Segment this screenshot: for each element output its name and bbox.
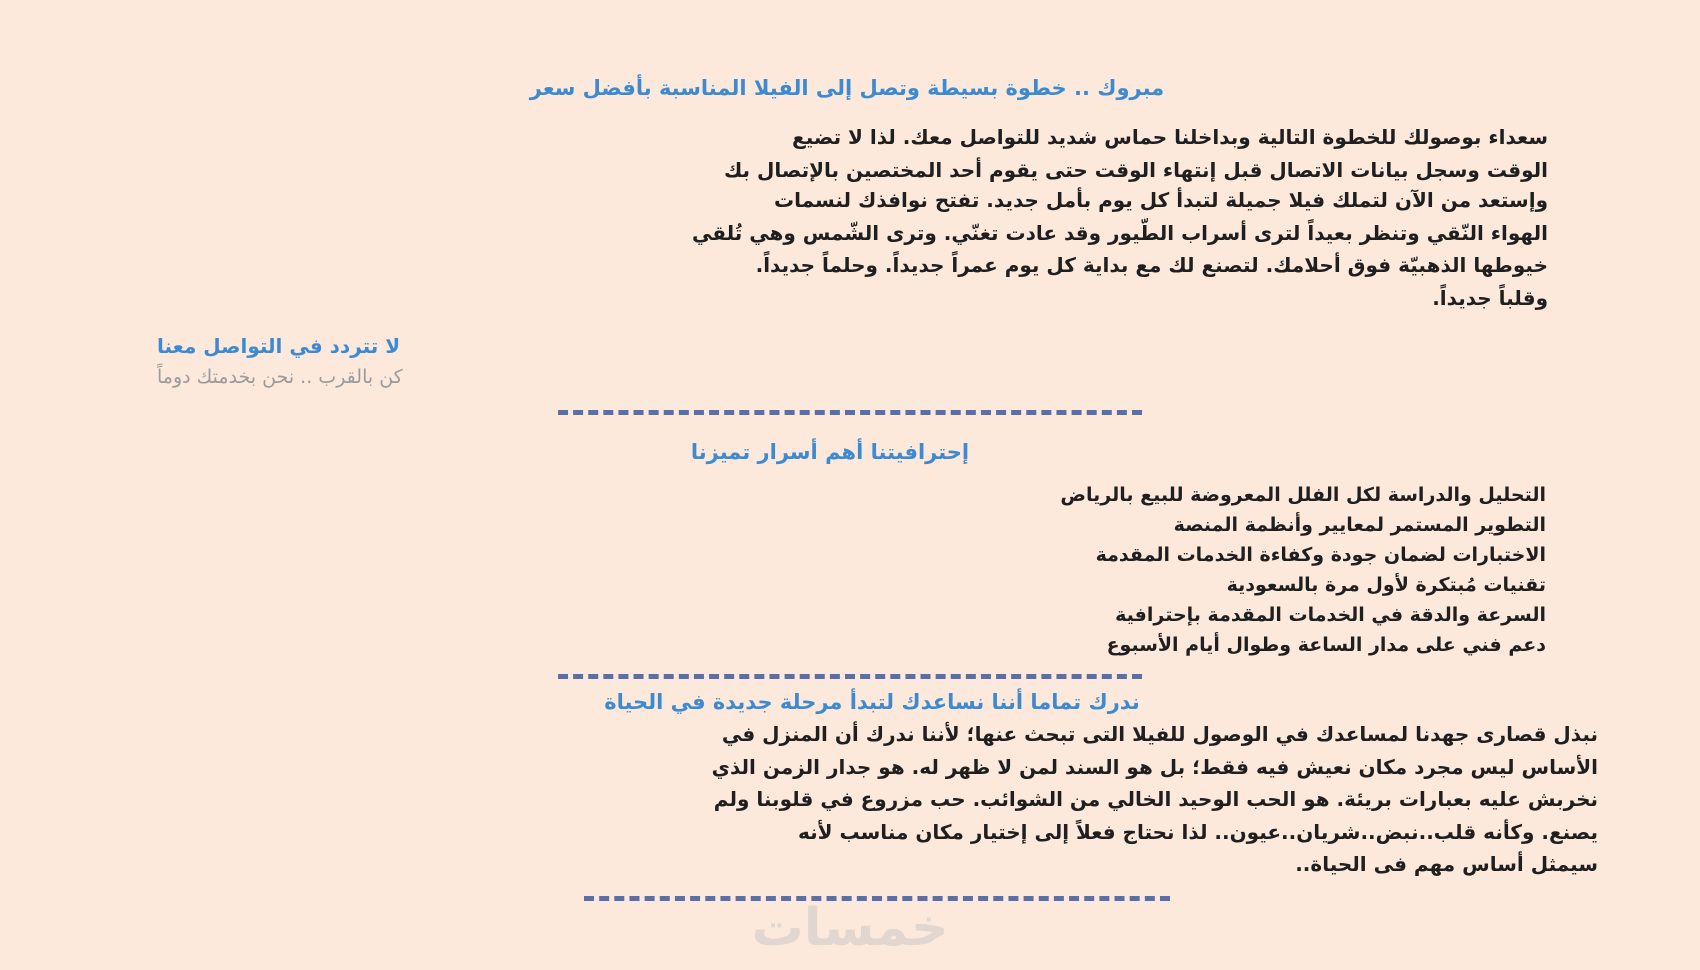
list-item: السرعة والدقة في الخدمات المقدمة بإحترافية [1115,604,1546,626]
features-list [1060,480,1546,660]
divider [558,410,1142,415]
contact-cta-subtext: كن بالقرب .. نحن بخدمتك دوماً [157,366,403,388]
list-item: دعم فني على مدار الساعة وطوال أيام الأسبوع [1106,634,1546,656]
list-item: التحليل والدراسة لكل الفلل المعروضة للبيع بالرياض [1060,484,1546,506]
body-line: وإستعد من الآن لتملك فيلا جميلة لتبدأ كل يوم بأمل جديد. تفتح نوافذك لنسمات [774,188,1548,212]
list-item: الاختبارات لضمان جودة وكفاءة الخدمات المقدمة [1095,544,1546,566]
body-line: الأساس ليس مجرد مكان نعيش فيه فقط؛ بل هو السند لمن لا ظهر له. هو جدار الزمن الذي [711,754,1598,779]
watermark-logo: خمسات [751,898,949,958]
divider [558,674,1142,679]
intro-line: الوقت وسجل بيانات الاتصال قبل إنتهاء الوقت حتى يقوم أحد المختصين بالإتصال بك [723,157,1548,182]
intro-line: سعداء بوصولك للخطوة التالية وبداخلنا حماس شديد للتواصل معك. لذا لا تضيع [792,125,1548,149]
section3-body [156,718,1598,881]
list-item: تقنيات مُبتكرة لأول مرة بالسعودية [1226,574,1546,596]
section2-title: إحترافيتنا أهم أسرار تميزنا [690,440,970,464]
section1-intro [156,121,1548,186]
body-line: وقلباً جديداً. [1432,285,1548,310]
section3-title: ندرك تماما أننا نساعدك لتبدأ مرحلة جديدة في الحياة [604,690,1140,714]
section1-title: مبروك .. خطوة بسيطة وتصل إلى الفيلا المناسبة بأفضل سعر [529,76,1165,100]
contact-cta[interactable]: لا تتردد في التواصل معنا [157,334,401,358]
body-line: سيمثل أساس مهم فى الحياة.. [1295,852,1598,876]
body-line: نخربش عليه بعبارات بريئة. هو الحب الوحيد الخالي من الشوائب. حب مزروع في قلوبنا ولم [713,787,1598,811]
body-line: خيوطها الذهبيّة فوق أحلامك. لتصنع لك مع بداية كل يوم عمراً جديداً. وحلماً جديداً. [755,253,1548,277]
body-line: نبذل قصارى جهدنا لمساعدك في الوصول للفيلا التى تبحث عنها؛ لأننا ندرك أن المنزل في [721,722,1598,746]
section1-body [156,184,1548,314]
list-item: التطوير المستمر لمعايير وأنظمة المنصة [1173,514,1546,536]
body-line: يصنع. وكأنه قلب..نبض..شريان..عيون.. لذا نحتاج فعلاً إلى إختيار مكان مناسب لأنه [797,819,1598,844]
body-line: الهواء النّقي وتنظر بعيداً لترى أسراب الطّيور وقد عادت تغنّي. وترى الشّمس وهي تُلقي [691,220,1548,245]
